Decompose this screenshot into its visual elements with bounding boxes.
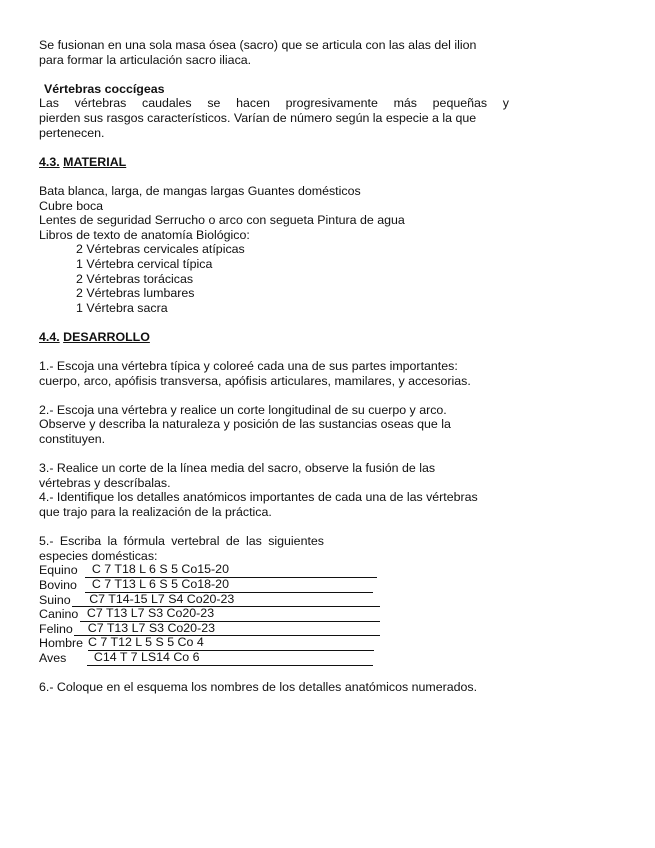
species-label: Aves [39, 650, 81, 665]
formula-list [39, 563, 509, 665]
formula-row [39, 622, 509, 637]
coccygeal-line-1: Las vértebras caudales se hacen progresivamente más pequeñas y [39, 96, 509, 111]
species-label: Canino [39, 607, 79, 622]
step6-line: 6.- Coloque en el esquema los nombres de los detalles anatómicos numerados. [39, 680, 478, 695]
step3-line-1: 3.- Realice un corte de la línea media del sacro, observe la fusión de las [39, 461, 436, 476]
formula-answer: C7 T14-15 L7 S4 Co20-23 [72, 593, 380, 608]
step2-line-2: Observe y describa la naturaleza y posición de las sustancias oseas que la [39, 417, 451, 432]
desarrollo-title: DESARROLLO [63, 329, 150, 344]
material-item: 2 Vértebras lumbares [76, 286, 195, 301]
step5-line-1: 5.- Escriba la fórmula vertebral de las siguientes [39, 534, 324, 549]
coccygeal-line-2: pierden sus rasgos característicos. Varían de número según la especie a la que [39, 110, 477, 125]
formula-row [39, 593, 509, 608]
intro-line-1: Se fusionan en una sola masa ósea (sacro) que se articula con las alas del ilion [39, 38, 477, 52]
step2-line-1: 2.- Escoja una vértebra y realice un corte longitudinal de su cuerpo y arco. [39, 402, 447, 417]
species-label: Suino [39, 592, 71, 607]
formula-answer: C14 T 7 LS14 Co 6 [87, 651, 373, 666]
formula-row [39, 607, 509, 622]
desarrollo-heading [39, 330, 509, 345]
step4-line-1: 4.- Identifique los detalles anatómicos importantes de cada una de las vértebras [39, 490, 478, 505]
material-title: MATERIAL [63, 154, 127, 169]
formula-answer: C7 T13 L7 S3 Co20-23 [80, 607, 380, 622]
desarrollo-number: 4.4. [39, 329, 60, 344]
species-label: Equino [39, 563, 82, 578]
material-item: 1 Vértebra sacra [76, 300, 168, 315]
material-item: 1 Vértebra cervical típica [76, 256, 213, 271]
formula-answer: C 7 T12 L 5 S 5 Co 4 [88, 636, 374, 651]
document-page [39, 38, 509, 695]
step1-line-2: cuerpo, arco, apófisis transversa, apófisis articulares, mamilares, y accesorias. [39, 373, 471, 388]
material-item: 2 Vértebras torácicas [76, 271, 194, 286]
species-label: Felino [39, 621, 73, 636]
material-line: Lentes de seguridad Serrucho o arco con segueta Pintura de agua [39, 213, 405, 228]
species-label: Bovino [39, 577, 77, 592]
step5-line-2: especies domésticas: [39, 548, 158, 563]
material-heading [39, 155, 509, 170]
material-line: Bata blanca, larga, de mangas largas Guantes domésticos [39, 183, 361, 198]
step4-line-2: que trajo para la realización de la práctica. [39, 505, 272, 519]
formula-row [39, 578, 509, 593]
formula-row [39, 563, 509, 578]
formula-row [39, 651, 509, 666]
formula-answer: C 7 T13 L 6 S 5 Co18-20 [85, 578, 373, 593]
species-label: Hombre [39, 636, 87, 651]
material-number: 4.3. [39, 154, 60, 169]
coccygeal-heading: Vértebras coccígeas [44, 81, 165, 96]
formula-row [39, 636, 509, 651]
formula-answer: C 7 T18 L 6 S 5 Co15-20 [85, 563, 377, 578]
step3-line-2: vértebras y descríbalas. [39, 475, 171, 490]
coccygeal-line-3: pertenecen. [39, 125, 105, 140]
step2-line-3: constituyen. [39, 432, 106, 447]
material-line: Libros de texto de anatomía Biológico: [39, 227, 250, 242]
material-item: 2 Vértebras cervicales atípicas [76, 242, 245, 257]
material-line: Cubre boca [39, 198, 104, 213]
intro-line-2: para formar la articulación sacro iliaca. [39, 52, 252, 67]
formula-answer: C7 T13 L7 S3 Co20-23 [74, 622, 380, 637]
step1-line-1: 1.- Escoja una vértebra típica y coloreé cada una de sus partes importantes: [39, 359, 458, 374]
